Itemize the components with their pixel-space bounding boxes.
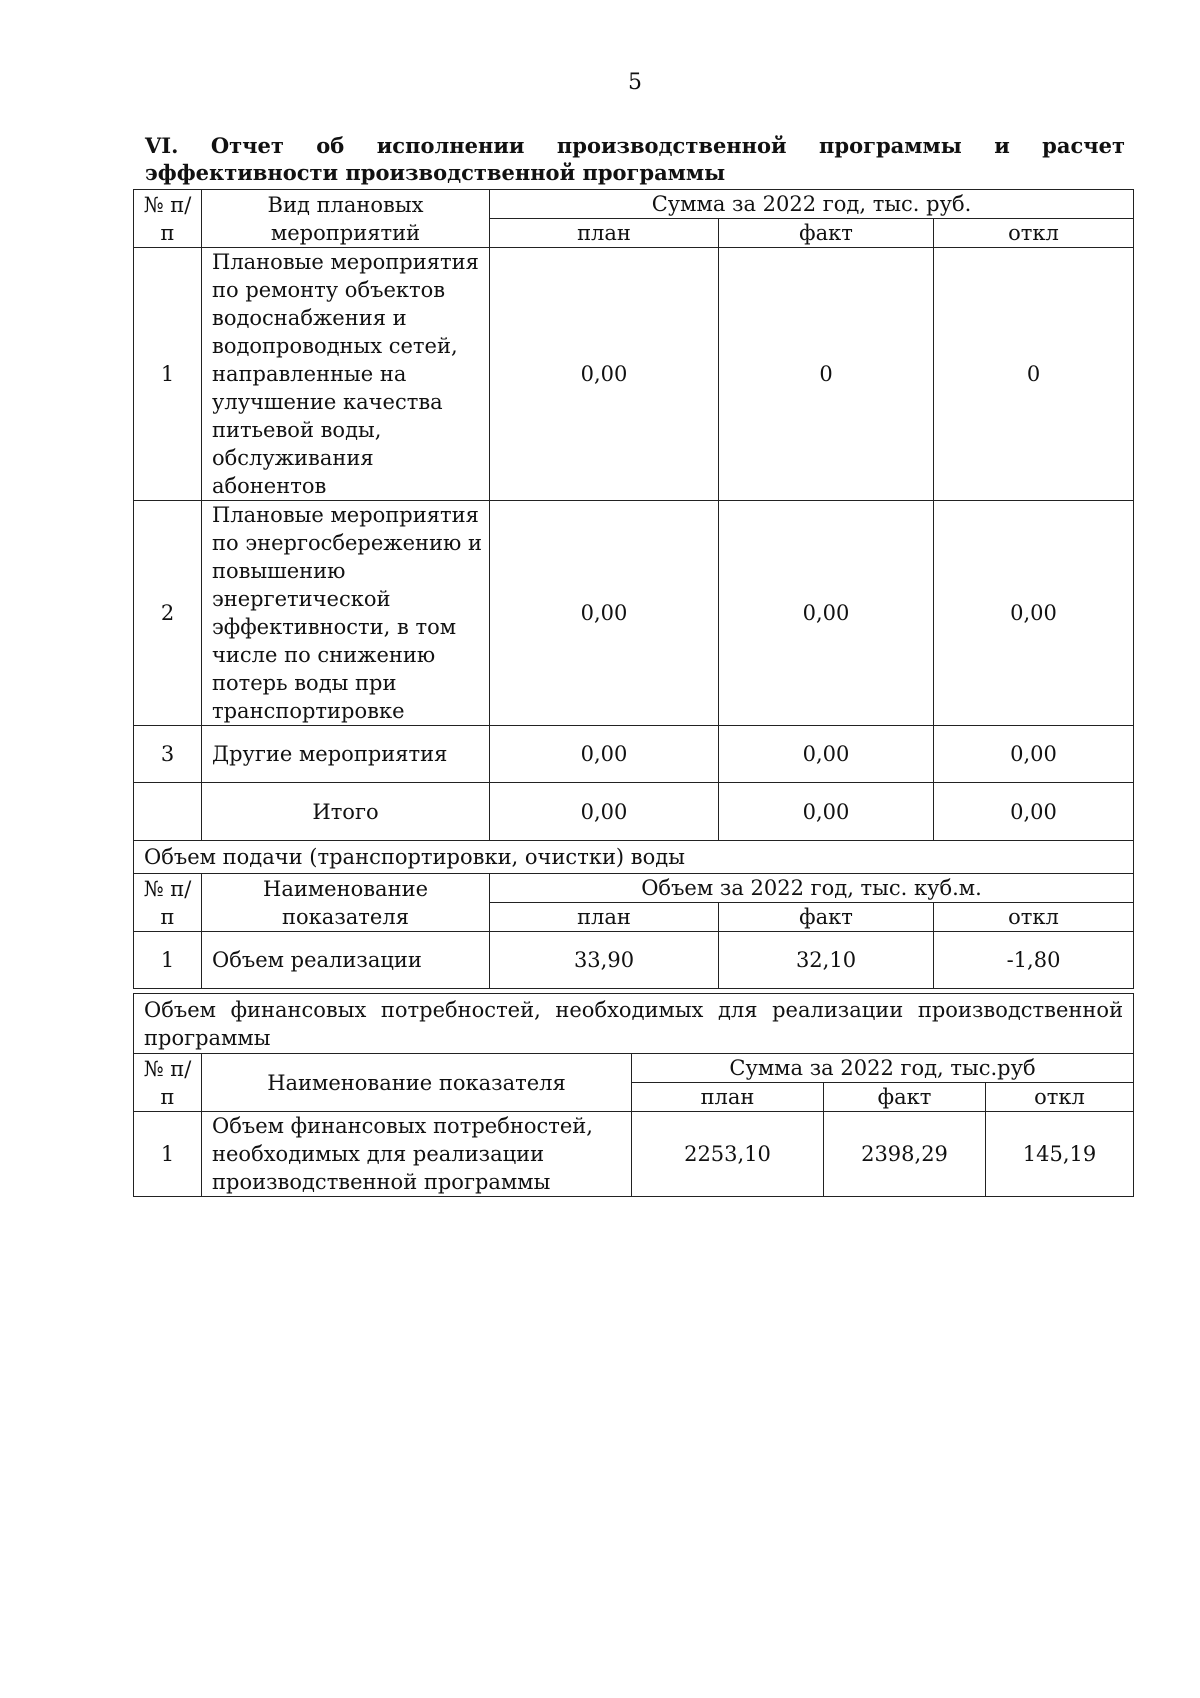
financial-row-name: Объем финансовых потребностей, необходимых для реализации производственной программы — [202, 1112, 632, 1197]
header-row — [134, 190, 1134, 219]
row-deviation: 0,00 — [934, 726, 1134, 783]
page-number: 5 — [628, 70, 642, 95]
row-plan: 0,00 — [490, 501, 719, 726]
row-deviation: 0 — [934, 248, 1134, 501]
financial-row-plan: 2253,10 — [632, 1112, 824, 1197]
volume-row-fact: 32,10 — [719, 932, 934, 989]
financial-header-num: № п/п — [134, 1054, 202, 1112]
table-row — [134, 248, 1134, 501]
total-row — [134, 783, 1134, 841]
financial-row-deviation: 145,19 — [986, 1112, 1134, 1197]
row-deviation: 0,00 — [934, 501, 1134, 726]
row-activity-name: Другие мероприятия — [202, 726, 490, 783]
table-row — [134, 726, 1134, 783]
volume-row-name: Объем реализации — [202, 932, 490, 989]
header-sum-caption: Сумма за 2022 год, тыс. руб. — [490, 190, 1134, 219]
volume-row-deviation: -1,80 — [934, 932, 1134, 989]
row-fact: 0,00 — [719, 501, 934, 726]
volume-header-indicator: Наименование показателя — [202, 874, 490, 932]
financial-header-sum-caption: Сумма за 2022 год, тыс.руб — [632, 1054, 1134, 1083]
financial-header-plan: план — [632, 1083, 824, 1112]
total-num — [134, 783, 202, 841]
total-fact: 0,00 — [719, 783, 934, 841]
volume-header-deviation: откл — [934, 903, 1134, 932]
header-plan: план — [490, 219, 719, 248]
volume-header-row — [134, 874, 1134, 903]
row-fact: 0 — [719, 248, 934, 501]
financial-row — [134, 1112, 1134, 1197]
table-row — [134, 501, 1134, 726]
header-fact: факт — [719, 219, 934, 248]
total-plan: 0,00 — [490, 783, 719, 841]
header-deviation: откл — [934, 219, 1134, 248]
financial-caption-row — [134, 994, 1134, 1054]
volume-header-plan: план — [490, 903, 719, 932]
volume-caption: Объем подачи (транспортировки, очистки) воды — [134, 841, 1134, 874]
total-label: Итого — [202, 783, 490, 841]
financial-caption: Объем финансовых потребностей, необходимых для реализации производственной программы — [134, 994, 1134, 1054]
financial-header-row — [134, 1054, 1134, 1083]
total-deviation: 0,00 — [934, 783, 1134, 841]
financial-needs-table — [133, 993, 1134, 1197]
volume-row — [134, 932, 1134, 989]
row-num: 1 — [134, 248, 202, 501]
row-num: 3 — [134, 726, 202, 783]
row-num: 2 — [134, 501, 202, 726]
section-heading: VI. Отчет об исполнении производственной программы и расчет эффективности производственной программы — [145, 133, 1125, 185]
row-fact: 0,00 — [719, 726, 934, 783]
row-activity-name: Плановые мероприятия по энергосбережению и повышению энергетической эффективности, в том числе по снижению потерь воды при транспортировке — [202, 501, 490, 726]
header-num: № п/п — [134, 190, 202, 248]
volume-caption-row — [134, 841, 1134, 874]
financial-row-fact: 2398,29 — [824, 1112, 986, 1197]
production-program-table — [133, 189, 1134, 989]
volume-row-num: 1 — [134, 932, 202, 989]
header-activity-type: Вид плановых мероприятий — [202, 190, 490, 248]
financial-header-indicator: Наименование показателя — [202, 1054, 632, 1112]
financial-header-deviation: откл — [986, 1083, 1134, 1112]
financial-row-num: 1 — [134, 1112, 202, 1197]
volume-header-num: № п/п — [134, 874, 202, 932]
row-plan: 0,00 — [490, 726, 719, 783]
row-activity-name: Плановые мероприятия по ремонту объектов водоснабжения и водопроводных сетей, направленные на улучшение качества питьевой воды, обслуживания абонентов — [202, 248, 490, 501]
volume-header-fact: факт — [719, 903, 934, 932]
financial-header-fact: факт — [824, 1083, 986, 1112]
row-plan: 0,00 — [490, 248, 719, 501]
volume-row-plan: 33,90 — [490, 932, 719, 989]
volume-header-caption: Объем за 2022 год, тыс. куб.м. — [490, 874, 1134, 903]
